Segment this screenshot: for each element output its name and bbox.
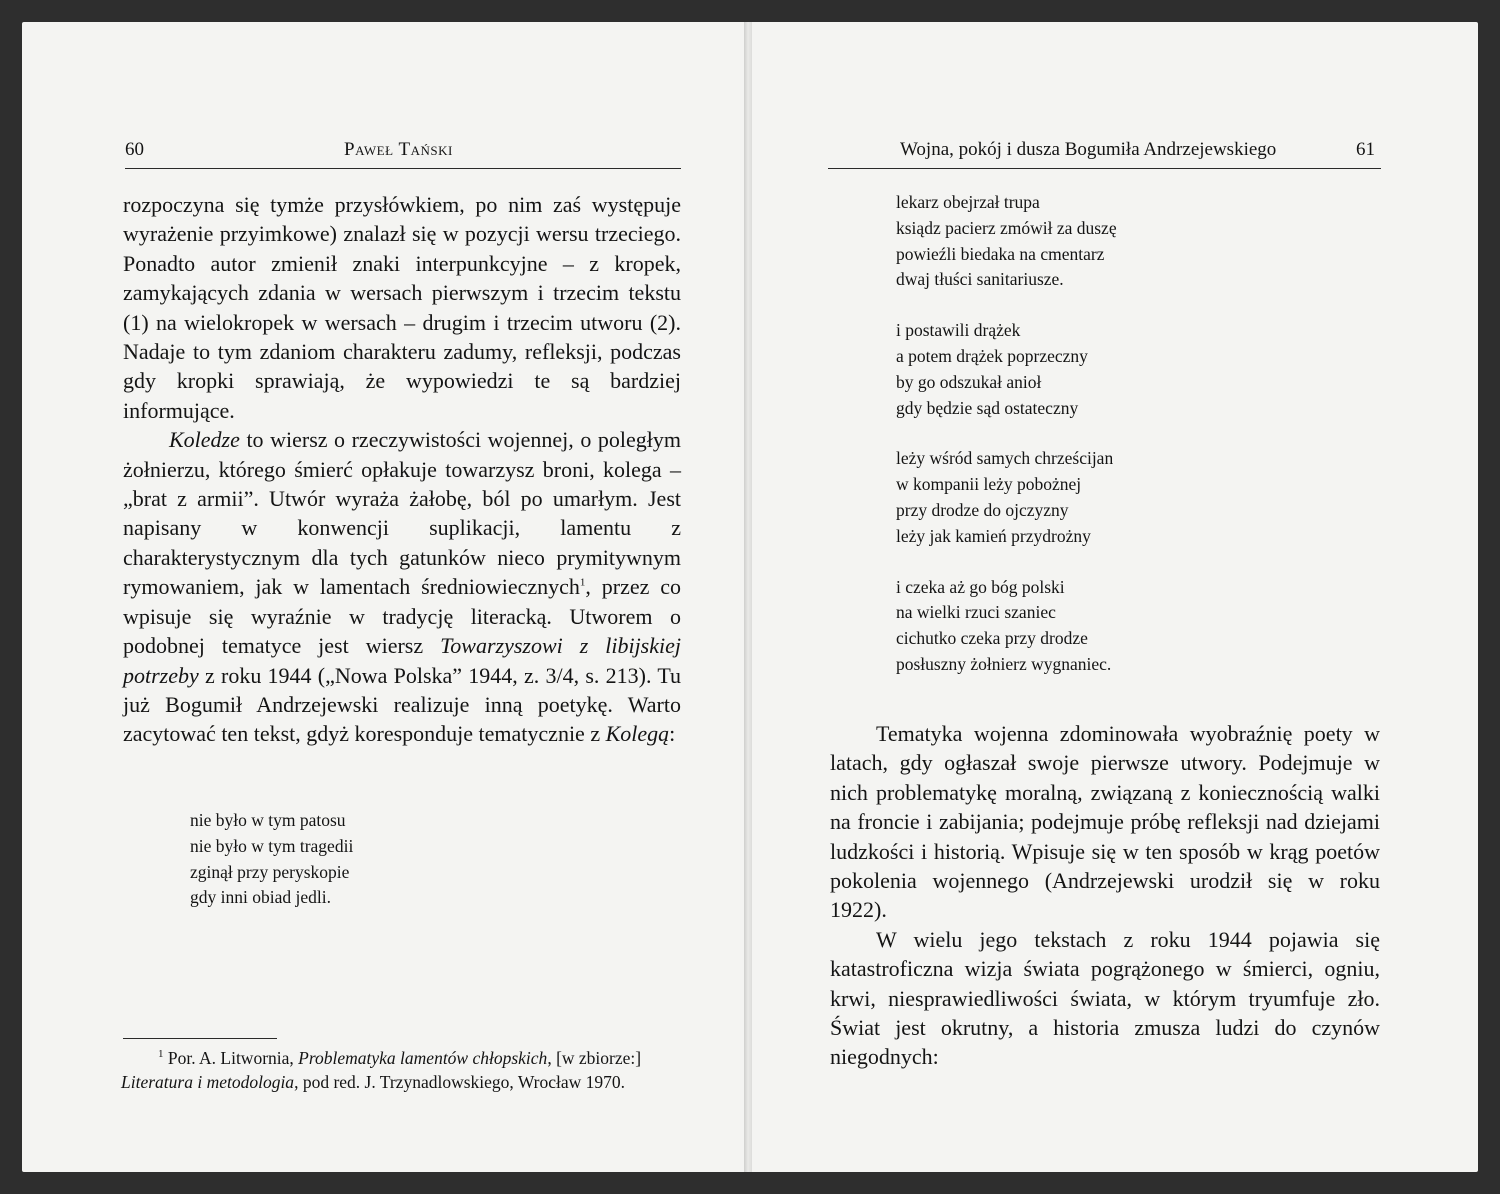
page-number: 60 <box>125 139 144 160</box>
verse-line: dwaj tłuści sanitariusze. <box>896 269 1064 290</box>
verse-line: przy drodze do ojczyzny <box>896 499 1069 520</box>
verse-line: zginął przy peryskopie <box>190 861 350 882</box>
stanza <box>896 446 1117 549</box>
footnote-marker: 1 <box>158 1048 164 1061</box>
left-page-header <box>125 136 681 169</box>
paragraph: rozpoczyna się tymże przysłówkiem, po nim zaś występuje wyrażenie przyimkowe) znalazł się w pozycji wersu trzeciego. Ponadto autor zmienił znaki interpunkcyjne – z kropek, zamykających zdania w wersach pierwszym i trzecim tekstu (1) na wielokropek w wersach – drugim i trzecim utworu (2). Nadaje to tym zdaniom charakteru zadumy, refleksji, podczas gdy kropki sprawiają, że wypowiedzi te są bardziej informujące. <box>123 192 681 423</box>
right-page-header <box>828 136 1381 169</box>
verse-line: ksiądz pacierz zmówił za duszę <box>896 217 1117 238</box>
verse-line: gdy inni obiad jedli. <box>190 887 331 908</box>
verse-line: lekarz obejrzał trupa <box>896 192 1040 212</box>
verse-line: cichutko czeka przy drodze <box>896 628 1088 649</box>
work-title: Koledze <box>169 427 240 453</box>
verse-line: i postawili drążek <box>896 320 1021 341</box>
stanza <box>896 190 1117 293</box>
page-number: 61 <box>1356 139 1375 160</box>
verse-line: gdy będzie sąd ostateczny <box>896 397 1079 418</box>
verse-line: i czeka aż go bóg polski <box>896 576 1065 597</box>
work-title: Towarzyszowi z libijskiej potrzeby <box>123 633 682 688</box>
right-page <box>752 22 1478 1172</box>
work-title: Kolegą <box>605 721 670 747</box>
verse-line: posłuszny żołnierz wygnaniec. <box>896 653 1112 674</box>
verse-line: powieźli biedaka na cmentarz <box>896 243 1105 264</box>
stanza <box>190 808 353 911</box>
running-head-title: Wojna, pokój i dusza Bogumiła Andrzejewskiego <box>900 139 1277 160</box>
poem-quote <box>190 808 353 911</box>
verse-line: leży jak kamień przydrożny <box>896 525 1091 546</box>
verse-line: na wielki rzuci szaniec <box>896 602 1056 623</box>
left-page <box>22 22 746 1172</box>
stanza <box>896 318 1117 421</box>
right-body-text <box>830 719 1380 1072</box>
footnote-rule <box>123 1038 277 1039</box>
verse-line: nie było w tym patosu <box>190 810 346 830</box>
stanza <box>896 575 1117 678</box>
footnote: $^1$ Por. A. Litwornia, Problematyka lamentów chłopskich, [w zbiorze:] Literatura i metodologia, pod red. J. Trzynadlowskiego, Wrocław 1970. <box>121 1048 642 1092</box>
left-body-text <box>123 190 681 749</box>
poem-quote <box>896 190 1117 678</box>
verse-line: by go odszukał anioł <box>896 371 1042 392</box>
verse-line: w kompanii leży pobożnej <box>896 474 1082 495</box>
footnote-ref: 1 <box>579 576 586 589</box>
running-head-author: Paweł Tański <box>344 139 453 160</box>
paragraph: Tematyka wojenna zdominowała wyobraźnię poety w latach, gdy ogłaszał swoje pierwsze utwory. Podejmuje w nich problematykę moralną, związaną z koniecznością walki na froncie i zabijania; podejmuje próbę refleksji nad dziejami ludzkości i historią. Wpisuje się w ten sposób w krąg poetów pokolenia wojennego (Andrzejewski urodził się w roku 1922). <box>830 721 1380 923</box>
verse-line: leży wśród samych chrześcijan <box>896 448 1114 469</box>
paragraph: Koledze to wiersz o rzeczywistości wojennej, o poległym żołnierzu, którego śmierć opłakuje towarzysz broni, kolega – „brat z armii”. Utwór wyraża żałobę, ból po umarłym. Jest napisany w konwencji suplikacji, lamentu z charakterystycznym dla tych gatunków nieco prymitywnym rymowaniem, jak w lamentach średniowiecznych$^1$, przez co wpisuje się wyraźnie w tradycję literacką. Utworem o podobnej tematyce jest wiersz Towarzyszowi z libijskiej potrzeby z roku 1944 („Nowa Polska” 1944, z. 3/4, s. 213). Tu już Bogumił Andrzejewski realizuje inną poetykę. Warto zacytować ten tekst, gdyż koresponduje tematycznie z Kolegą: <box>123 427 682 747</box>
paragraph: W wielu jego tekstach z roku 1944 pojawia się katastroficzna wizja świata pogrążonego w śmierci, ogniu, krwi, niesprawiedliwości świata, w którym tryumfuje zło. Świat jest okrutny, a historia zmusza ludzi do czynów niegodnych: <box>830 926 1380 1070</box>
verse-line: nie było w tym tragedii <box>190 835 354 856</box>
verse-line: a potem drążek poprzeczny <box>896 345 1088 366</box>
